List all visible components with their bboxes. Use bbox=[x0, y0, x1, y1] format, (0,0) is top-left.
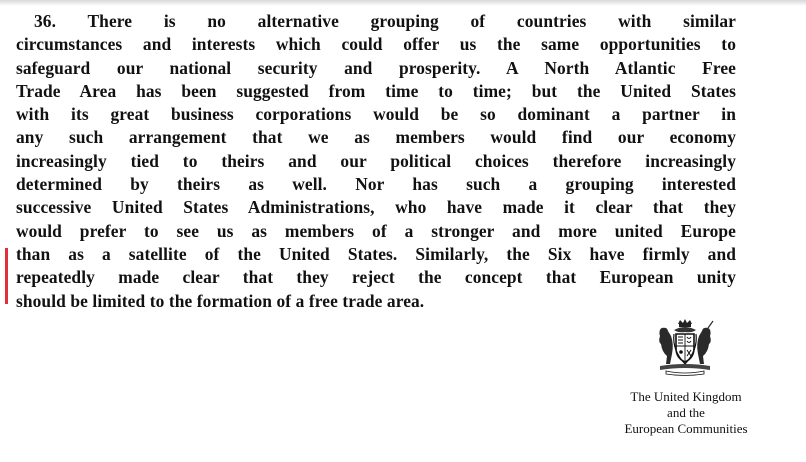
text-line-9: successive United States Administrations, who have made it clear that they bbox=[16, 197, 736, 218]
caption-line-3: European Communities bbox=[624, 421, 748, 436]
paragraph-number: 36. bbox=[34, 11, 57, 31]
text-line-13: should be limited to the formation of a free trade area. bbox=[16, 290, 425, 311]
text-line-3: safeguard our national security and prosperity. A North Atlantic Free bbox=[16, 57, 736, 78]
text-line-11: than as a satellite of the United States. Similarly, the Six have firmly and bbox=[16, 243, 736, 264]
text-line-8: determined by theirs as well. Nor has such a grouping interested bbox=[16, 174, 736, 195]
top-scan-edge bbox=[0, 0, 806, 6]
text-line-5: with its great business corporations would be so dominant a partner in bbox=[16, 104, 736, 125]
text-line-1: 36. There is no alternative grouping of countries with similar bbox=[34, 11, 736, 31]
text-line-2: circumstances and interests which could offer us the same opportunities to bbox=[16, 34, 736, 55]
text-line-12: repeatedly made clear that they reject the concept that European unity bbox=[16, 267, 736, 288]
royal-coat-of-arms-icon bbox=[652, 318, 718, 376]
caption-line-2: and the bbox=[667, 405, 705, 420]
paragraph-36 bbox=[16, 10, 736, 313]
text-line-7: increasingly tied to theirs and our political choices therefore increasingly bbox=[16, 150, 736, 171]
text-line-6: any such arrangement that we as members would find our economy bbox=[16, 127, 736, 148]
text-line-10: would prefer to see us as members of a stronger and more united Europe bbox=[16, 220, 736, 241]
revision-change-bar bbox=[5, 248, 8, 304]
publication-caption bbox=[606, 389, 766, 437]
text-line-4: Trade Area has been suggested from time to time; but the United States bbox=[16, 80, 736, 101]
caption-line-1: The United Kingdom bbox=[630, 389, 742, 404]
